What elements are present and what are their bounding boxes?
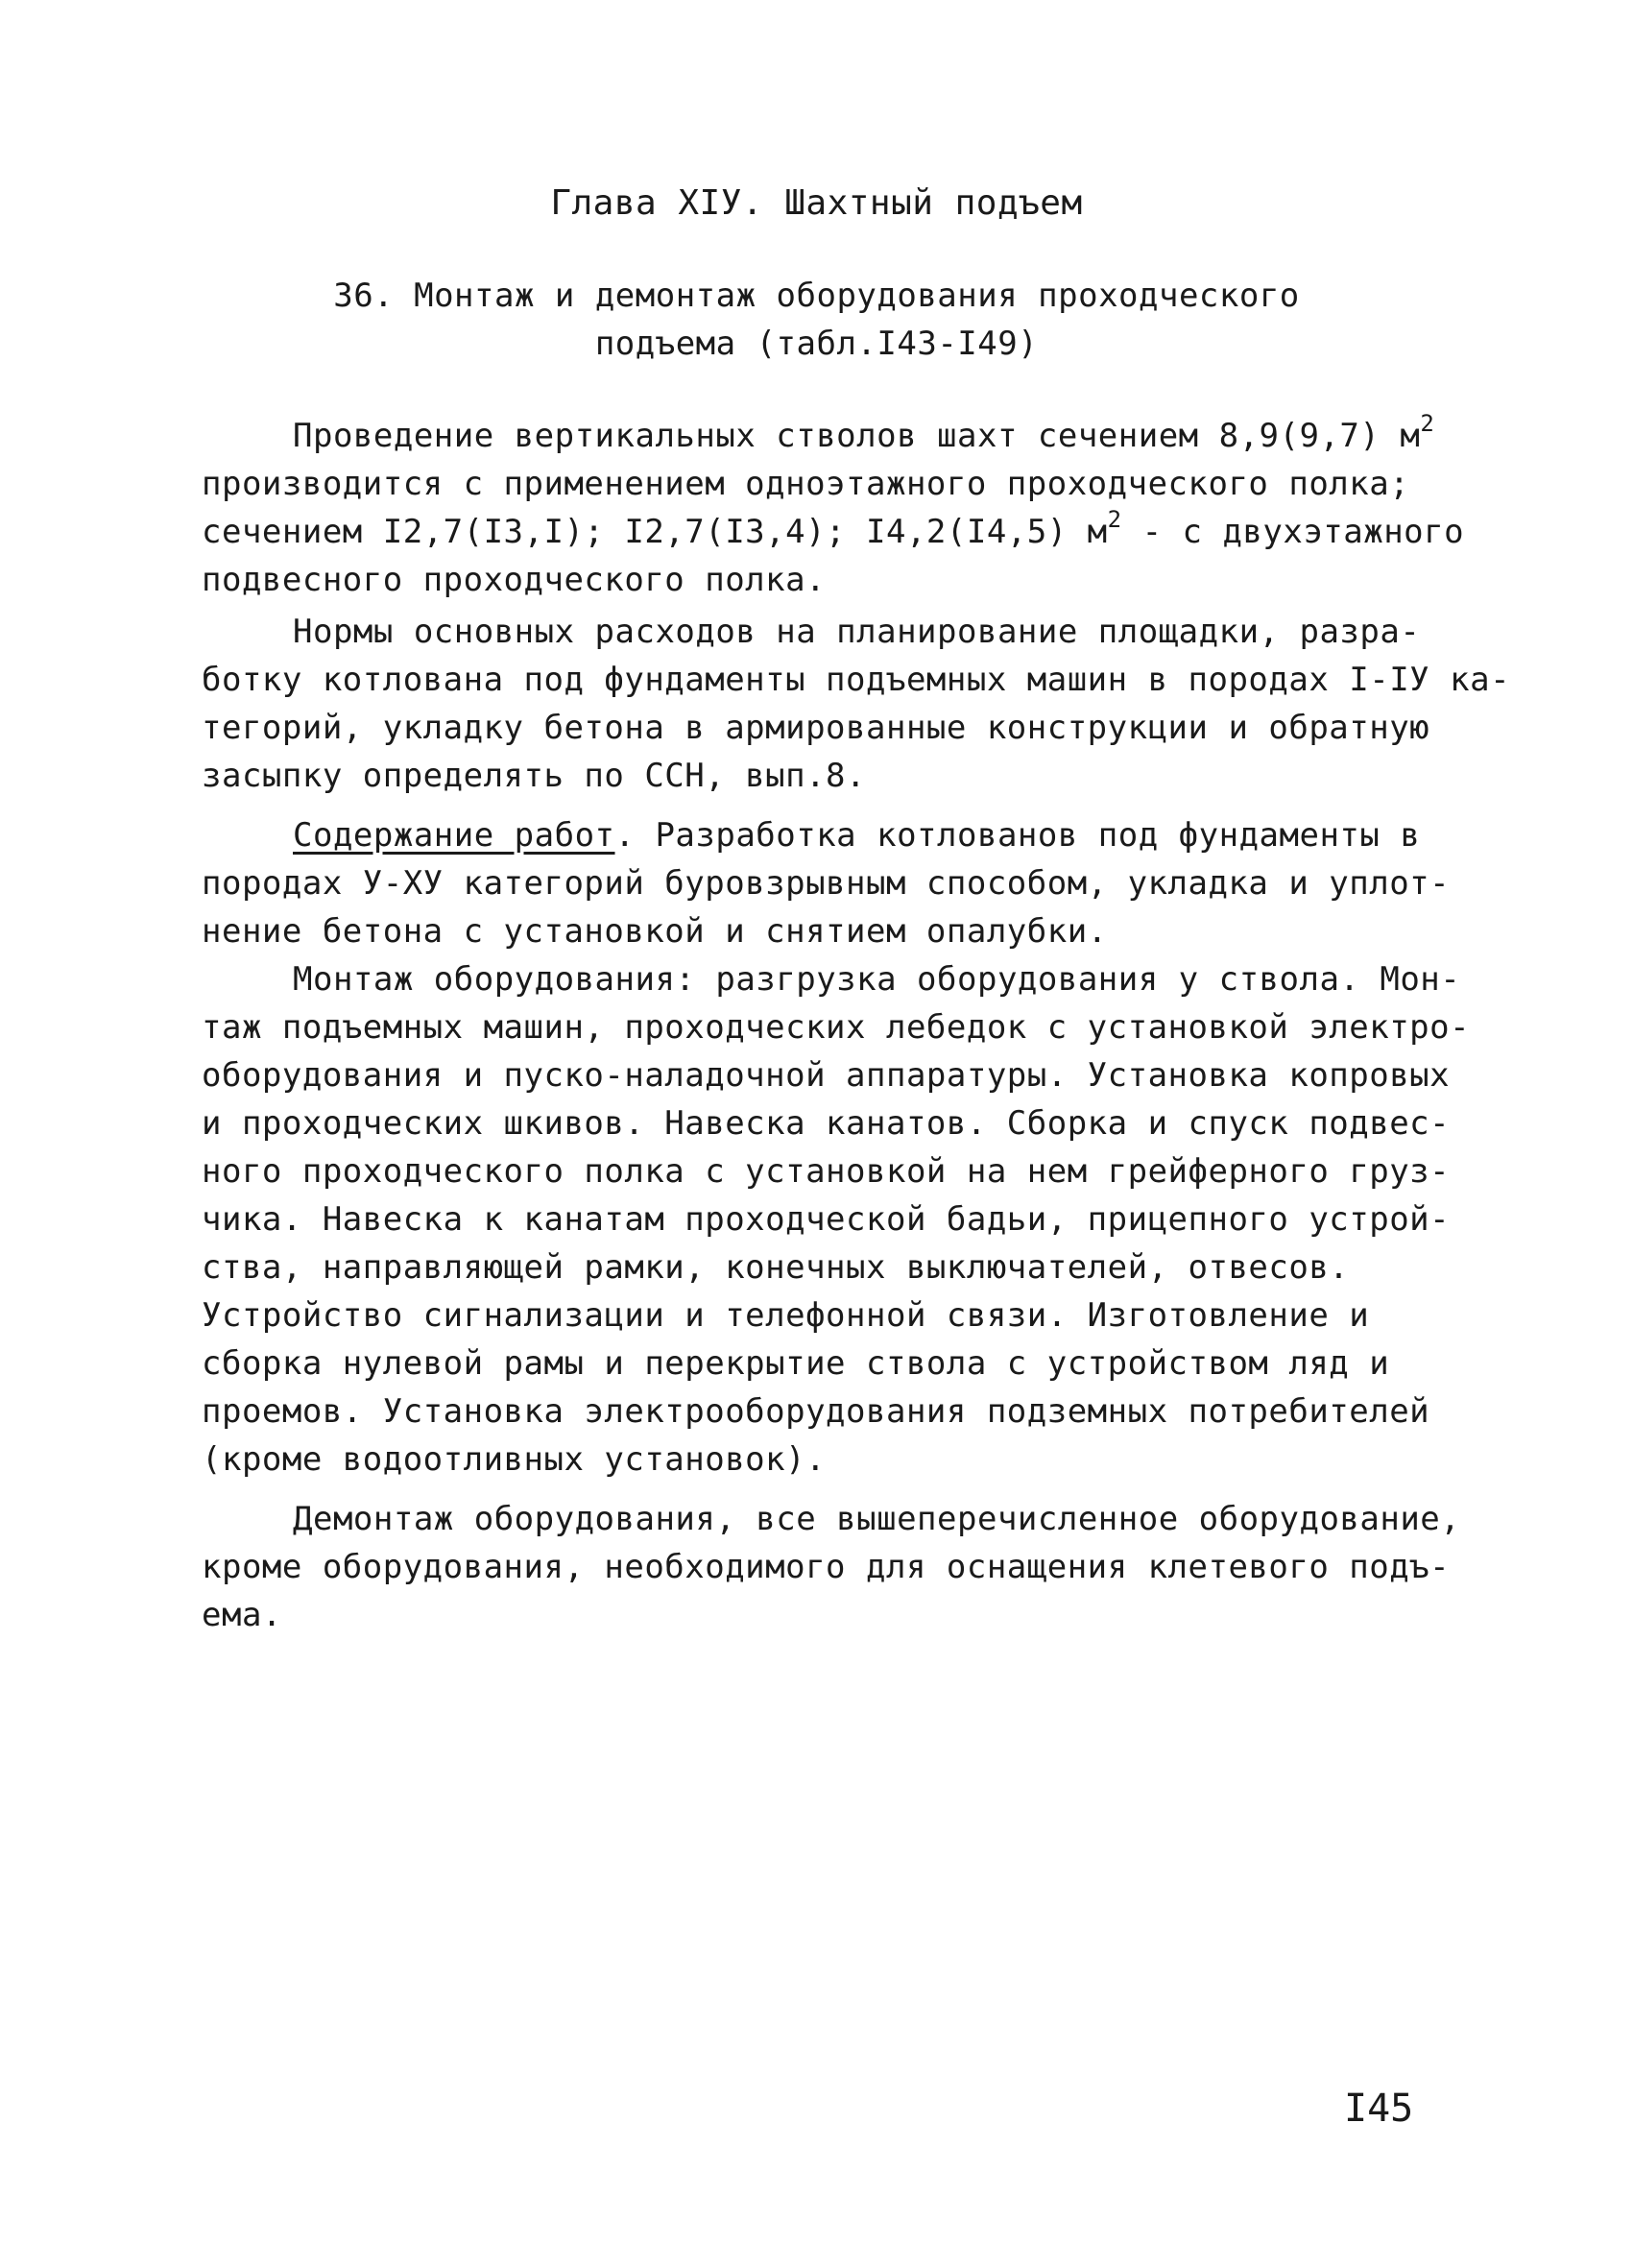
paragraph-2-line-1: Нормы основных расходов на планирование площадки, разра- — [293, 613, 1421, 651]
paragraph-2-line-2: ботку котлована под фундаменты подъемных машин в породах I-IУ ка- — [202, 661, 1511, 699]
paragraph-5-line-3: ема. — [202, 1596, 282, 1634]
text: сечением I2,7(I3,I); I2,7(I3,4); I4,2(I4,5) м — [202, 513, 1108, 551]
paragraph-4-line-8: Устройство сигнализации и телефонной связи. Изготовление и — [202, 1296, 1370, 1335]
paragraph-1-line-2: производится с применением одноэтажного проходческого полка; — [202, 465, 1410, 503]
paragraph-1-line-4: подвесного проходческого полка. — [202, 561, 827, 599]
superscript: 2 — [1420, 410, 1435, 437]
paragraph-5-line-1: Демонтаж оборудования, все вышеперечисленное оборудование, — [293, 1500, 1461, 1538]
text-rest: . Разработка котлованов под фундаменты в — [614, 816, 1421, 855]
work-content-label: Содержание работ — [293, 816, 615, 855]
section-title-line-1: 36. Монтаж и демонтаж оборудования проходческого — [333, 277, 1300, 315]
paragraph-3-line-2: породах У-ХУ категорий буровзрывным способом, укладка и уплот- — [202, 864, 1451, 903]
paragraph-4-line-6: чика. Навеска к канатам проходческой бадьи, прицепного устрой- — [202, 1200, 1451, 1239]
text: Проведение вертикальных стволов шахт сечением 8,9(9,7) м — [293, 417, 1421, 455]
paragraph-3-line-3: нение бетона с установкой и снятием опалубки. — [202, 912, 1108, 951]
paragraph-5-line-2: кроме оборудования, необходимого для оснащения клетевого подъ- — [202, 1548, 1451, 1586]
text-rest: - с двухэтажного — [1121, 513, 1465, 551]
section-title-line-2: подъема (табл.I43-I49) — [594, 325, 1039, 363]
superscript: 2 — [1107, 506, 1122, 533]
paragraph-1-line-1 — [293, 410, 1435, 459]
paragraph-4-line-9: сборка нулевой рамы и перекрытие ствола с устройством ляд и — [202, 1344, 1390, 1383]
paragraph-4-line-5: ного проходческого полка с установкой на нем грейферного груз- — [202, 1152, 1451, 1191]
paragraph-4-line-1: Монтаж оборудования: разгрузка оборудования у ствола. Мон- — [293, 960, 1461, 999]
paragraph-1-line-3 — [202, 506, 1465, 555]
paragraph-4-line-3: оборудования и пуско-наладочной аппаратуры. Установка копровых — [202, 1056, 1451, 1095]
paragraph-4-line-10: проемов. Установка электрооборудования подземных потребителей — [202, 1392, 1430, 1431]
paragraph-2-line-4: засыпку определять по ССН, вып.8. — [202, 757, 867, 795]
paragraph-3-line-1 — [293, 812, 1420, 858]
chapter-title: Глава XIУ. Шахтный подъем — [550, 183, 1083, 223]
page-number: I45 — [1344, 2087, 1414, 2131]
paragraph-4-line-11: (кроме водоотливных установок). — [202, 1440, 827, 1479]
paragraph-4-line-4: и проходческих шкивов. Навеска канатов. Сборка и спуск подвес- — [202, 1104, 1451, 1143]
paragraph-4-line-2: таж подъемных машин, проходческих лебедок с установкой электро- — [202, 1008, 1471, 1047]
paragraph-2-line-3: тегорий, укладку бетона в армированные конструкции и обратную — [202, 709, 1430, 747]
paragraph-4-line-7: ства, направляющей рамки, конечных выключателей, отвесов. — [202, 1248, 1350, 1287]
